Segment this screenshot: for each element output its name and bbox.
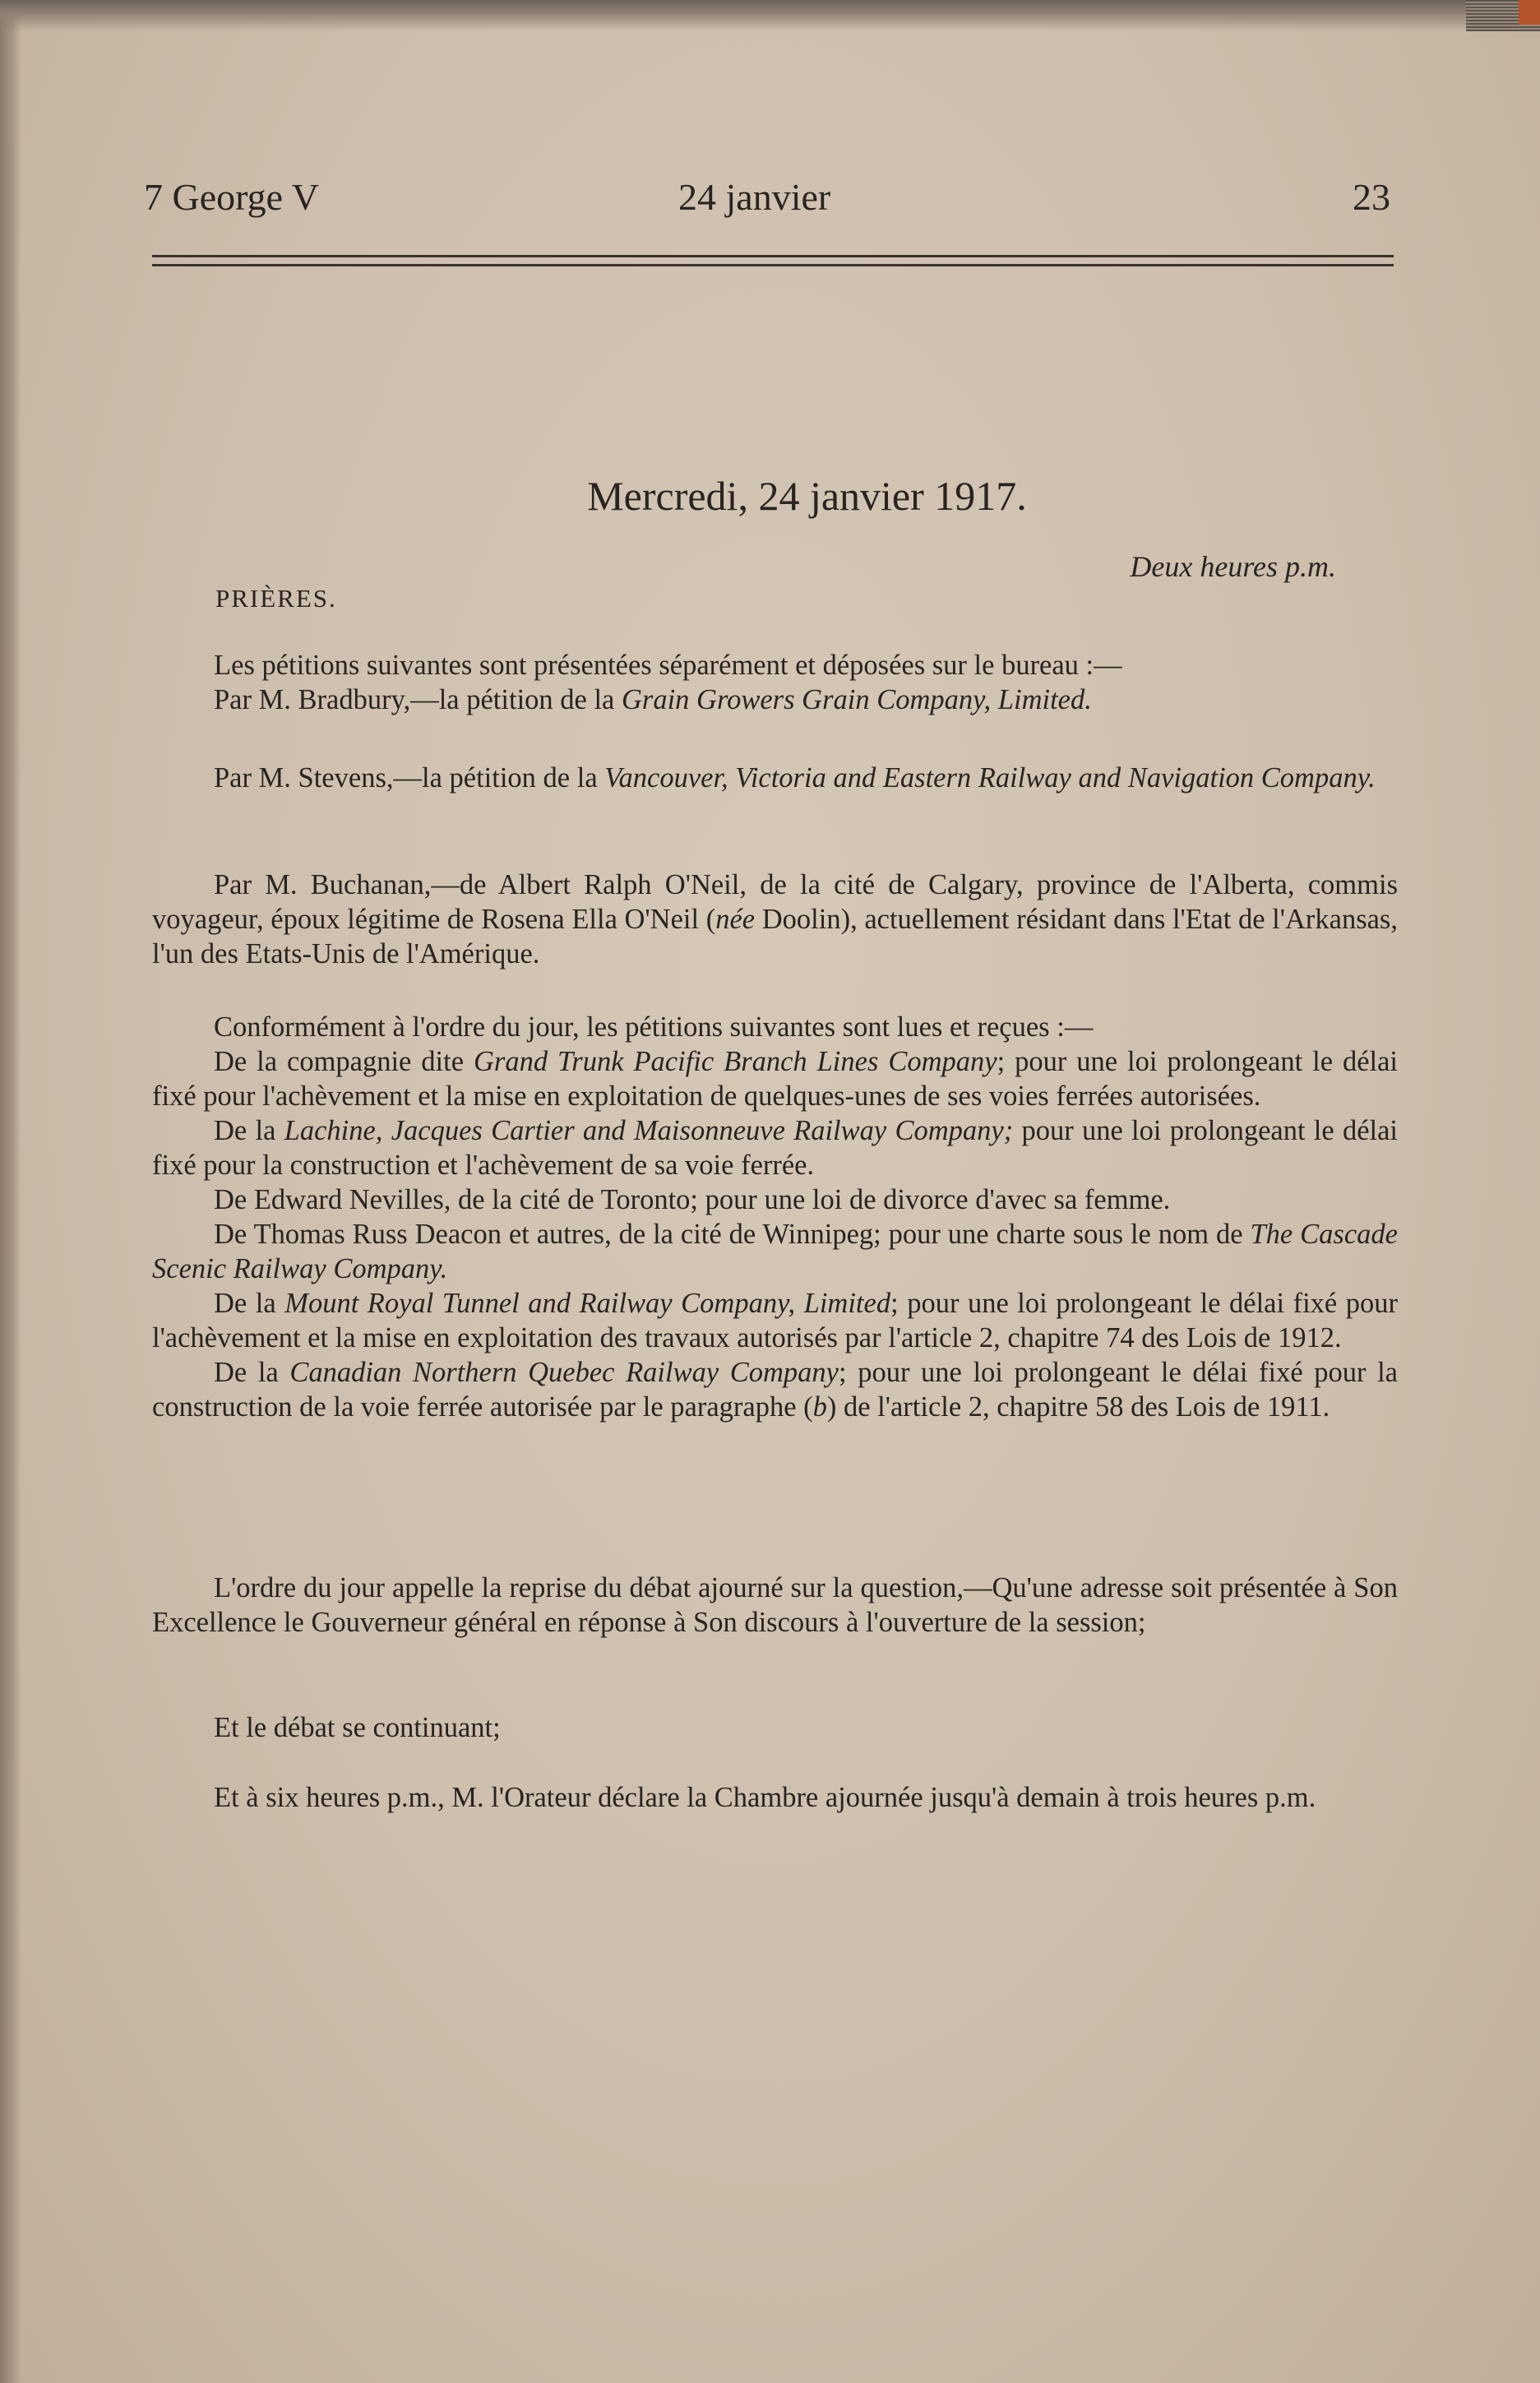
- company-name: Canadian Northern Quebec Railway Company: [289, 1357, 839, 1388]
- petition-nevilles: De Edward Nevilles, de la cité de Toronto; pour une loi de divorce d'avec sa femme.: [214, 1184, 1171, 1215]
- petitions-read-intro: Conformément à l'ordre du jour, les pétitions suivantes sont lues et reçues :—: [214, 1011, 1094, 1043]
- header-rule-bottom: [152, 264, 1394, 266]
- petition-stevens: Par M. Stevens,—la pétition de la Vancouver, Victoria and Eastern Railway and Navigation Company.: [214, 762, 1376, 794]
- petition-buchanan-block: [152, 868, 1398, 971]
- running-head: [0, 173, 1540, 222]
- petition-lachine: De la Lachine, Jacques Cartier and Maisonneuve Railway Company; pour une loi prolongeant le délai fixé pour la construction et l'achèvement de sa voie ferrée.: [152, 1115, 1398, 1181]
- sitting-time: Deux heures p.m.: [1130, 550, 1336, 583]
- regnal-year: 7 George V: [144, 176, 319, 218]
- petition-stevens-block: [152, 761, 1398, 795]
- page-number: 23: [1353, 176, 1390, 218]
- petition-grand-trunk: De la compagnie dite Grand Trunk Pacific Branch Lines Company; pour une loi prolongeant le délai fixé pour l'achèvement et la mise en exploitation de quelques-unes de ses voies ferrées autorisées.: [152, 1046, 1399, 1112]
- petition-buchanan: Par M. Buchanan,—de Albert Ralph O'Neil, de la cité de Calgary, province de l'Alberta, commis voyageur, époux légitime de Rosena Ella O'Neil (née Doolin), actuellement résidant dans l'Etat de l'Arkansas, l'un des Etats-Unis de l'Amérique.: [152, 869, 1398, 969]
- company-name: Grand Trunk Pacific Branch Lines Company: [473, 1046, 997, 1077]
- petitions-intro: Les pétitions suivantes sont présentées séparément et déposées sur le bureau :—: [214, 650, 1122, 681]
- petition-canadian-northern: De la Canadian Northern Quebec Railway Company; pour une loi prolongeant le délai fixé pour la construction de la voie ferrée autorisée par le paragraphe (b) de l'article 2, chapitre 58 des Lois de 1911.: [152, 1357, 1398, 1423]
- order-of-day: L'ordre du jour appelle la reprise du débat ajourné sur la question,—Qu'une adresse soit présentée à Son Excellence le Gouverneur général en réponse à Son discours à l'ouverture de la session;: [152, 1572, 1398, 1638]
- company-name: Mount Royal Tunnel and Railway Company, Limited: [284, 1288, 891, 1319]
- prayers-heading: PRIÈRES.: [215, 584, 337, 613]
- company-name: Vancouver, Victoria and Eastern Railway and Navigation Company.: [604, 762, 1376, 794]
- adjournment: Et à six heures p.m., M. l'Orateur déclare la Chambre ajournée jusqu'à demain à trois heures p.m.: [214, 1782, 1316, 1813]
- book-gutter: [0, 0, 21, 2383]
- company-name: The Cascade Scenic Railway Company.: [152, 1219, 1398, 1284]
- page-top-edge: [0, 0, 1540, 31]
- order-of-day-block: [152, 1571, 1398, 1640]
- petitions-presented-section: [152, 648, 1398, 717]
- corner-tab: [1519, 0, 1540, 25]
- petition-deacon: De Thomas Russ Deacon et autres, de la cité de Winnipeg; pour une charte sous le nom de The Cascade Scenic Railway Company.: [152, 1219, 1398, 1284]
- header-date: 24 janvier: [678, 176, 831, 218]
- date-heading: Mercredi, 24 janvier 1917.: [587, 473, 1027, 519]
- debate-block: [152, 1710, 1398, 1745]
- petition-bradbury: Par M. Bradbury,—la pétition de la Grain Growers Grain Company, Limited.: [214, 684, 1092, 715]
- company-name: Lachine, Jacques Cartier and Maisonneuve Railway Company;: [284, 1115, 1014, 1146]
- debate-continuing: Et le débat se continuant;: [214, 1712, 501, 1743]
- adjournment-block: [152, 1780, 1398, 1815]
- company-name: Grain Growers Grain Company, Limited.: [622, 684, 1092, 715]
- petition-mount-royal: De la Mount Royal Tunnel and Railway Company, Limited; pour une loi prolongeant le délai fixé pour l'achèvement et la mise en exploitation des travaux autorisés par l'article 2, chapitre 74 des Lois de 1912.: [152, 1288, 1398, 1353]
- header-rule-top: [152, 255, 1394, 257]
- petitions-read-section: [152, 1010, 1398, 1424]
